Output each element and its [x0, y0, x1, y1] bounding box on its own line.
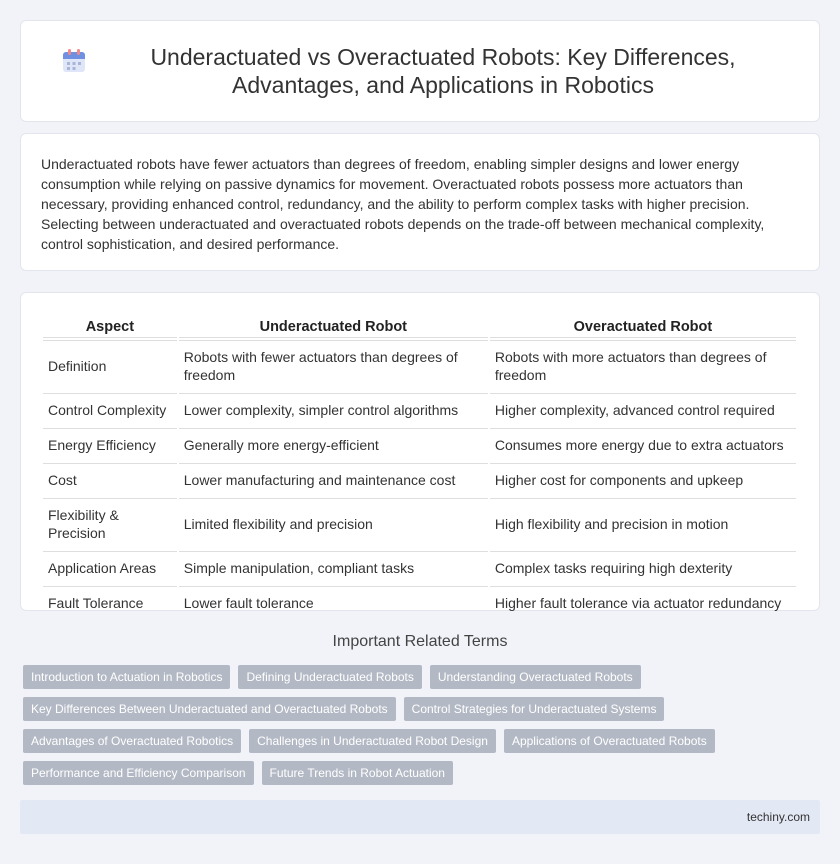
related-term-tag[interactable]: Advantages of Overactuated Robotics	[23, 729, 241, 753]
table-cell-aspect: Flexibility & Precision	[43, 498, 177, 549]
footer-brand-link[interactable]: techiny.com	[746, 810, 810, 824]
table-header-row	[43, 315, 796, 338]
header-aspect: Aspect	[43, 315, 177, 338]
table-cell-aspect: Fault Tolerance	[43, 586, 177, 619]
table-row	[43, 393, 796, 426]
table-cell-underactuated: Robots with fewer actuators than degrees of freedom	[179, 340, 488, 391]
intro-card	[20, 133, 820, 271]
table-cell-overactuated: Higher complexity, advanced control required	[490, 393, 796, 426]
table-cell-underactuated: Simple manipulation, compliant tasks	[179, 551, 488, 584]
comparison-table-card	[20, 292, 820, 611]
table-cell-underactuated: Lower fault tolerance	[179, 586, 488, 619]
header-underactuated: Underactuated Robot	[179, 315, 488, 338]
calendar-icon	[61, 48, 87, 74]
table-cell-underactuated: Limited flexibility and precision	[179, 498, 488, 549]
table-row	[43, 463, 796, 496]
comparison-table	[41, 313, 798, 621]
table-row	[43, 428, 796, 461]
related-terms-list	[23, 665, 813, 793]
related-term-tag[interactable]: Applications of Overactuated Robots	[504, 729, 715, 753]
table-row	[43, 340, 796, 391]
related-term-tag[interactable]: Introduction to Actuation in Robotics	[23, 665, 230, 689]
page-title: Underactuated vs Overactuated Robots: Key Differences, Advantages, and Applications in Robotics	[150, 44, 736, 98]
table-cell-underactuated: Generally more energy-efficient	[179, 428, 488, 461]
table-cell-aspect: Energy Efficiency	[43, 428, 177, 461]
intro-paragraph: Underactuated robots have fewer actuators than degrees of freedom, enabling simpler designs and lower energy consumption while relying on passive dynamics for movement. Overactuated robots possess more actuators than necessary, providing enhanced control, redundancy, and the ability to perform complex tasks with higher precision. Selecting between underactuated and overactuated robots depends on the trade-off between mechanical complexity, control sophistication, and desired performance.	[41, 156, 765, 252]
related-term-tag[interactable]: Defining Underactuated Robots	[238, 665, 421, 689]
related-terms-heading: Important Related Terms	[332, 633, 508, 650]
table-cell-overactuated: Higher cost for components and upkeep	[490, 463, 796, 496]
table-cell-overactuated: High flexibility and precision in motion	[490, 498, 796, 549]
related-term-tag[interactable]: Key Differences Between Underactuated and Overactuated Robots	[23, 697, 396, 721]
related-term-tag[interactable]: Understanding Overactuated Robots	[430, 665, 641, 689]
related-term-tag[interactable]: Challenges in Underactuated Robot Design	[249, 729, 496, 753]
related-term-tag[interactable]: Performance and Efficiency Comparison	[23, 761, 254, 785]
related-term-tag[interactable]: Future Trends in Robot Actuation	[262, 761, 453, 785]
title-card	[20, 20, 820, 122]
table-cell-overactuated: Robots with more actuators than degrees of freedom	[490, 340, 796, 391]
table-row	[43, 586, 796, 619]
table-cell-underactuated: Lower complexity, simpler control algorithms	[179, 393, 488, 426]
table-row	[43, 498, 796, 549]
table-cell-overactuated: Higher fault tolerance via actuator redundancy	[490, 586, 796, 619]
table-cell-overactuated: Complex tasks requiring high dexterity	[490, 551, 796, 584]
table-cell-aspect: Cost	[43, 463, 177, 496]
table-cell-overactuated: Consumes more energy due to extra actuators	[490, 428, 796, 461]
table-cell-aspect: Application Areas	[43, 551, 177, 584]
table-cell-underactuated: Lower manufacturing and maintenance cost	[179, 463, 488, 496]
footer-bar	[20, 800, 820, 834]
table-cell-aspect: Control Complexity	[43, 393, 177, 426]
related-term-tag[interactable]: Control Strategies for Underactuated Systems	[404, 697, 665, 721]
table-row	[43, 551, 796, 584]
table-cell-aspect: Definition	[43, 340, 177, 391]
header-overactuated: Overactuated Robot	[490, 315, 796, 338]
